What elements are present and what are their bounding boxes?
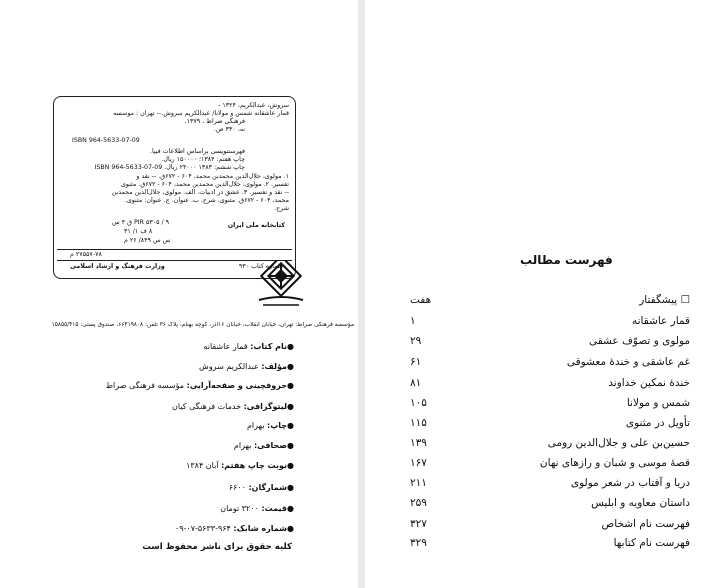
- left-page: [0, 0, 358, 588]
- catalog-divider: [57, 249, 292, 250]
- toc-entry-label: فهرست نام کتابها: [613, 537, 690, 549]
- credit-circulation-value: ۶۶۰۰: [228, 483, 246, 492]
- toc-entry-label: حسین‌بن علی و جلال‌الدین رومی: [547, 437, 690, 449]
- credit-printing-value: بهرام: [246, 421, 265, 430]
- credit-price: ●قیمت: ۳۲۰۰ تومان: [220, 504, 294, 513]
- catalog-subject-5: شرح.: [274, 205, 289, 212]
- toc-entry-page: ۳۲۷: [410, 518, 427, 530]
- toc-entry: [410, 437, 690, 453]
- toc-entry: [410, 356, 690, 372]
- publisher-logo: [253, 260, 309, 312]
- catalog-author: سروش، عبدالکریم، ۱۳۲۴ -: [218, 102, 289, 109]
- toc-entry-page: ۱۳۹: [410, 437, 427, 449]
- toc-entry: [410, 537, 690, 553]
- toc-entry: [410, 335, 690, 351]
- credit-edition-label: نوبت چاپ هفتم:: [221, 461, 288, 470]
- credit-isbn: ●شماره شابک: ۹۶۴-۵۶۳۳-۰۷-۰۹: [174, 524, 294, 533]
- toc-entry-page: ۶۱: [410, 356, 422, 368]
- credit-lithography-label: لیتوگرافی:: [243, 402, 288, 411]
- credit-author: ●مؤلف: عبدالکریم سروش: [199, 362, 294, 371]
- credit-price-label: قیمت:: [261, 504, 288, 513]
- credit-binding-value: بهرام: [233, 441, 252, 450]
- credit-binding-label: صحافی:: [253, 441, 288, 450]
- catalog-library: کتابخانه ملی ایران: [227, 222, 285, 229]
- toc-entry-label: شمس و مولانا: [626, 397, 690, 409]
- catalog-subject-1: ۱. مولوی، جلال‌الدین محمدبن محمد، ۶۰۴ - ۶۷۲ق. -- نقد و: [136, 173, 289, 180]
- toc-entry-page: هفت: [410, 294, 432, 306]
- catalog-subject-2: تفسیر. ۲. مولوی، جلال‌الدین محمدبن محمد، ۶۰۴ - ۶۷۲ق. مثنوی: [120, 181, 289, 188]
- credit-lithography: ●لیتوگرافی: خدمات فرهنگی کیان: [172, 402, 294, 411]
- credit-circulation: ●شمارگان: ۶۶۰۰: [228, 483, 294, 492]
- rights-reserved: کلیه حقوق برای ناشر محفوظ است: [142, 542, 292, 552]
- toc-entry-page: ۱۰۵: [410, 397, 427, 409]
- toc-entry-label: مولوی و تصوّف عشقی: [588, 335, 690, 347]
- toc-entry: [410, 457, 690, 473]
- credit-typesetting-label: حروفچینی و صفحه‌آرایی:: [186, 381, 288, 390]
- credit-typesetting: ●حروفچینی و صفحه‌آرایی: مؤسسه فرهنگی صراط: [105, 381, 294, 390]
- catalog-edition-7: چاپ هفتم: ۱۳۸۴؛ ۱۵۰۰۰۰ ریال.: [161, 156, 245, 163]
- toc-entry-label: قمار عاشقانه: [631, 315, 690, 327]
- catalog-publisher: فرهنگی صراط ، ۱۳۷۹.: [184, 118, 245, 125]
- toc-entry-page: ۱۶۷: [410, 457, 427, 469]
- credit-author-value: عبدالکریم سروش: [199, 362, 259, 371]
- catalog-isbn: ISBN 964-5633-07-09: [72, 137, 140, 144]
- catalog-book-number-label: شماره کتاب: [251, 263, 283, 270]
- toc-entry: [410, 397, 690, 413]
- catalog-subject-3: -- نقد و تفسیر. ۳. عشق در ادبیات. الف. مولوی، جلال‌الدین محمدبن: [111, 189, 289, 196]
- credit-edition: ●نوبت چاپ هفتم: آبان ۱۳۸۴: [186, 461, 294, 470]
- toc-entry-label: دریا و آفتاب در شعر مولوی: [570, 477, 690, 489]
- toc-entry: [410, 294, 690, 310]
- catalog-number: ۲۷۵۵۷-۷۸ م: [70, 251, 102, 258]
- catalog-class-3: س س ۸۴۹/ ۲۶ م: [124, 237, 171, 244]
- toc-entry-page: ۸۱: [410, 377, 422, 389]
- catalog-title-line: قمار عاشقانه شمس و مولانا/ عبدالکریم سروش.-- تهران : موسسه: [113, 110, 289, 117]
- toc-entry-label: تأویل در مثنوی: [625, 417, 690, 429]
- toc-entry-label: داستان معاویه و ابلیس: [591, 497, 690, 509]
- toc-entry-page: ۲۹: [410, 335, 422, 347]
- checkbox-icon: ☐: [680, 294, 690, 306]
- credit-book-name: ●نام کتاب: قمار عاشقانه: [203, 342, 294, 351]
- credit-isbn-label: شماره شابک:: [233, 524, 288, 533]
- toc-entry-label: ☐ پیشگفتار: [639, 294, 690, 306]
- credit-edition-value: آبان ۱۳۸۴: [186, 461, 219, 470]
- toc-entry-label: فهرست نام اشخاص: [601, 518, 690, 530]
- toc-title: فهرست مطالب: [520, 253, 613, 267]
- credit-lithography-value: خدمات فرهنگی کیان: [172, 402, 242, 411]
- credit-isbn-value: ۹۶۴-۵۶۳۳-۰۷-۰۹: [174, 524, 231, 533]
- toc-entry-page: ۱: [410, 315, 416, 327]
- toc-entry-label: خندهٔ نمکین خداوند: [608, 377, 690, 389]
- catalog-edition-6: چاپ ششم: ۱۳۸۳ ۲۴۰۰۰ ریال. ISBN 964-5633-07-09: [94, 164, 245, 171]
- catalog-ministry: وزارت فرهنگ و ارشاد اسلامی: [70, 263, 165, 270]
- catalog-card: [53, 96, 296, 279]
- catalog-class-1: PIR ۵۳۰۵ / ۹ ق ۴ س: [112, 219, 170, 226]
- toc-entry-page: ۱۱۵: [410, 417, 427, 429]
- catalog-subject-4: محمد، ۶۰۴ - ۶۷۲ق. مثنوی. شرح. ب. عنوان. ج. عنوان: مثنوی.: [124, 197, 289, 204]
- credit-printing-label: چاپ:: [267, 421, 288, 430]
- toc-entry: [410, 417, 690, 433]
- credit-printing: ●چاپ: بهرام: [246, 421, 294, 430]
- catalog-class-2: ۸ ف ۱/ ۳۱: [124, 228, 153, 235]
- credit-binding: ●صحافی: بهرام: [233, 441, 294, 450]
- credit-book-name-label: نام کتاب:: [250, 342, 288, 351]
- toc-entry-page: ۲۵۹: [410, 497, 427, 509]
- publisher-address: مؤسسه فرهنگی صراط: تهران، خیابان انقلاب، خیابان ۱۶آذر، کوچه بهنام، پلاک ۳۶ تلفن: ۶۶۴۱۹۸۰۸، صندوق پستی: ۱۵۸۵۵/۴۱۵: [51, 322, 354, 328]
- credit-circulation-label: شمارگان:: [248, 483, 288, 492]
- toc-entry-label: قصهٔ موسی و شبان و رازهای نهان: [539, 457, 690, 469]
- toc-entry-label: غم عاشقی و خندهٔ معشوقی: [566, 356, 690, 368]
- book-gutter: [358, 0, 365, 588]
- catalog-book-number-value: ۹۳۰: [238, 263, 250, 270]
- credit-typesetting-value: مؤسسه فرهنگی صراط: [105, 381, 185, 390]
- toc-entry-page: ۳۲۹: [410, 537, 427, 549]
- toc-entry: [410, 477, 690, 493]
- toc-entry: [410, 497, 690, 513]
- credit-price-value: ۳۲۰۰ تومان: [220, 504, 259, 513]
- publisher-logo-mark: [253, 260, 309, 312]
- catalog-pages: نه، ۳۳۰ ص.: [214, 126, 245, 133]
- credit-book-name-value: قمار عاشقانه: [203, 342, 248, 351]
- toc-entry: [410, 315, 690, 331]
- credit-author-label: مؤلف:: [261, 362, 288, 371]
- toc-entry: [410, 518, 690, 534]
- toc-entry-page: ۲۱۱: [410, 477, 427, 489]
- catalog-fipa-note: فهرستنویسی براساس اطلاعات فیپا.: [149, 148, 245, 155]
- toc-entry: [410, 377, 690, 393]
